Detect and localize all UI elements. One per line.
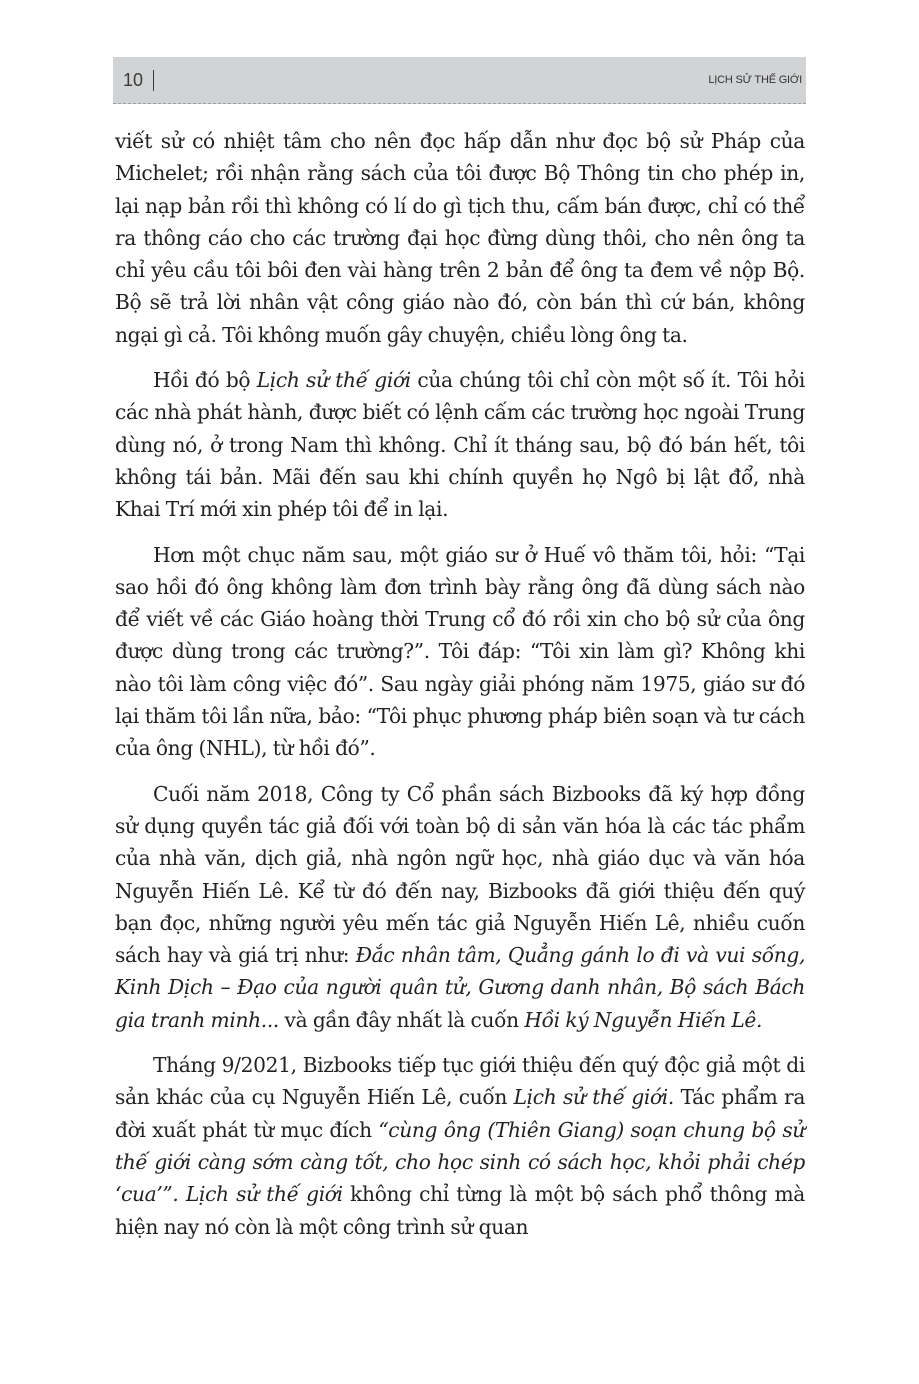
text-run: Hồi đó bộ: [153, 368, 257, 393]
running-header: [113, 57, 806, 104]
text-run: . Tác phẩm ra đời xuất phát từ mục đích: [115, 1085, 805, 1142]
text-run: Tháng 9/2021, Bizbooks tiếp tục giới thiệu đến quý độc giả một di sản khác của cụ Nguyễn Hiến Lê, cuốn: [115, 1053, 805, 1110]
text-run: viết sử có nhiệt tâm cho nên đọc hấp dẫn như đọc bộ sử Pháp của Michelet; rồi nhận rằng sách của tôi được Bộ Thông tin cho phép in, lại nạp bản rồi thì không có lí do gì tịch thu, cấm bán được, chỉ có thể ra thông cáo cho các trường đại học đừng dùng thôi, cho nên ông ta chỉ yêu cầu tôi bôi đen vài hàng trên 2 bản để ông ta đem về nộp Bộ. Bộ sẽ trả lời nhân vật công giáo nào đó, còn bán thì cứ bán, không ngại gì cả. Tôi không muốn gây chuyện, chiều lòng ông ta.: [115, 129, 805, 347]
italic-text-run: “cùng ông (Thiên Giang) soạn chung bộ sử thế giới càng sớm càng tốt, cho học sinh có sách học, khỏi phải chép ‘cua’”. Lịch sử thế giới: [115, 1117, 805, 1207]
paragraph: [115, 778, 805, 1036]
italic-text-run: Lịch sử thế giới: [256, 368, 411, 393]
text-run: Cuối năm 2018, Công ty Cổ phần sách Bizbooks đã ký hợp đồng sử dụng quyền tác giả đối với toàn bộ di sản văn hóa là các tác phẩm của nhà văn, dịch giả, nhà ngôn ngữ học, nhà giáo dục và văn hóa Nguyễn Hiến Lê. Kể từ đó đến nay, Bizbooks đã giới thiệu đến quý bạn đọc, những người yêu mến tác giả Nguyễn Hiến Lê, nhiều cuốn sách hay và giá trị như:: [115, 781, 805, 968]
body-text: [115, 125, 805, 1256]
paragraph: [115, 364, 805, 525]
text-run: Hơn một chục năm sau, một giáo sư ở Huế vô thăm tôi, hỏi: “Tại sao hồi đó ông không làm đơn trình bày rằng ông đã dùng sách nào để viết về các Giáo hoàng thời Trung cổ đó rồi xin cho bộ sử của ông được dùng trong các trường?”. Tôi đáp: “Tôi xin làm gì? Không khi nào tôi làm công việc đó”. Sau ngày giải phóng năm 1975, giáo sư đó lại thăm tôi lần nữa, bảo: “Tôi phục phương pháp biên soạn và tư cách của ông (NHL), từ hồi đó”.: [115, 542, 805, 761]
header-divider: [153, 70, 154, 91]
italic-text-run: Hồi ký Nguyễn Hiến Lê.: [524, 1007, 763, 1032]
paragraph: [115, 125, 805, 351]
paragraph: [115, 1049, 805, 1243]
text-run: và gần đây nhất là cuốn: [278, 1007, 525, 1032]
italic-text-run: Lịch sử thế giới: [513, 1085, 668, 1110]
italic-text-run: Đắc nhân tâm, Quẳng gánh lo đi và vui sống, Kinh Dịch – Đạo của người quân tử, Gương danh nhân, Bộ sách Bách gia tranh minh...: [115, 943, 806, 1032]
text-run: của chúng tôi chỉ còn một số ít. Tôi hỏi các nhà phát hành, được biết có lệnh cấm các trường học ngoài Trung dùng nó, ở trong Nam thì không. Chỉ ít tháng sau, bộ đó bán hết, tôi không tái bản. Mãi đến sau khi chính quyền họ Ngô bị lật đổ, nhà Khai Trí mới xin phép tôi để in lại.: [115, 368, 805, 522]
running-title: LỊCH SỬ THẾ GIỚI: [708, 74, 802, 86]
paragraph: [115, 539, 805, 765]
page-number: 10: [123, 70, 144, 90]
text-run: không chỉ từng là một bộ sách phổ thông mà hiện nay nó còn là một công trình sử quan: [115, 1182, 805, 1239]
